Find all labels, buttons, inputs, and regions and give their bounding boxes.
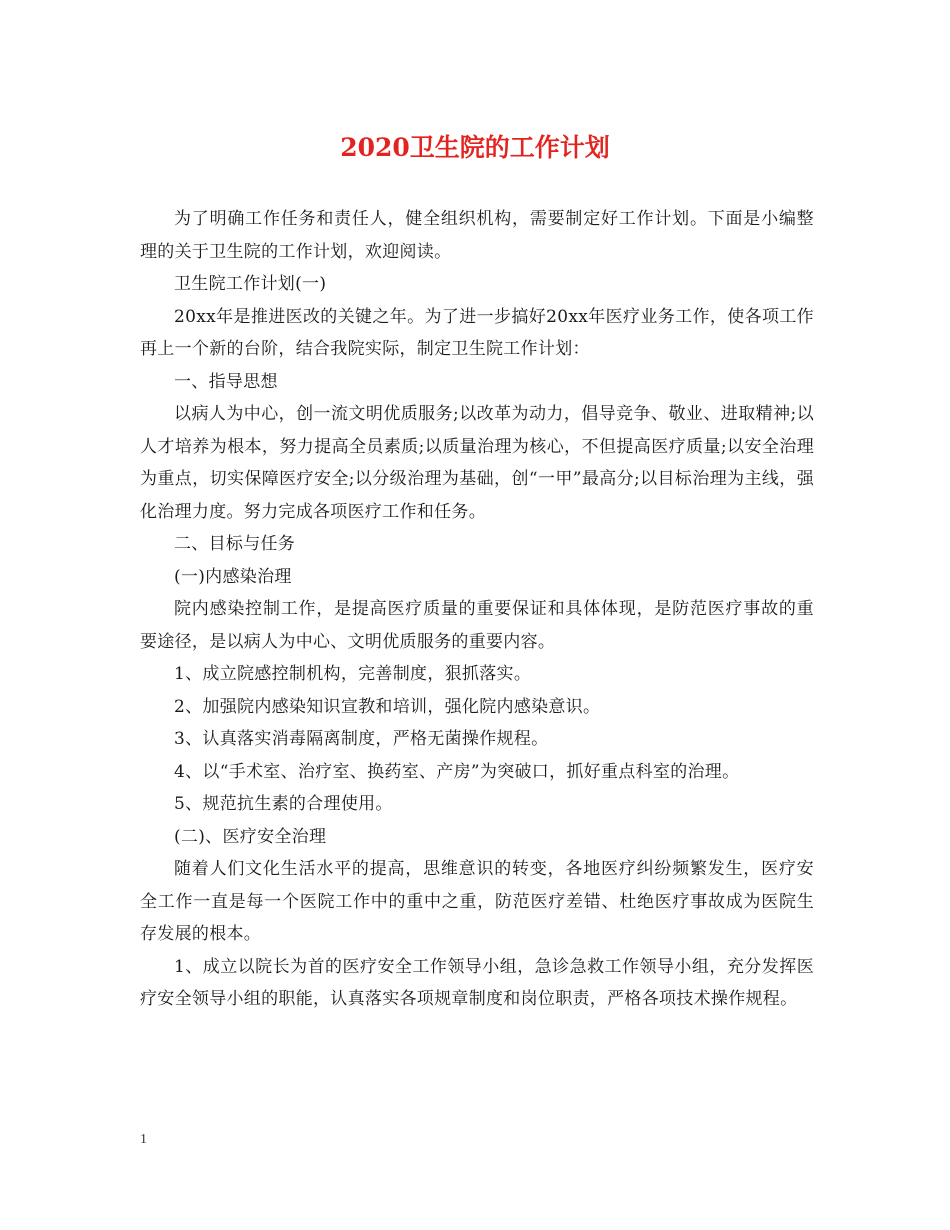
- document-body: [140, 203, 814, 1016]
- document-title: 2020卫生院的工作计划: [340, 133, 610, 162]
- section-heading-goals: 二、目标与任务: [174, 534, 296, 554]
- paragraph-guiding-thought: 以病人为中心，创一流文明优质服务;以改革为动力，倡导竞争、敬业、进取精神;以人才培养为根本，努力提高全员素质;以质量治理为核心，不但提高医疗质量;以安全治理为重点，切实保障医疗安全;以分级治理为基础，创“一甲”最高分;以目标治理为主线，强化治理力度。努力完成各项医疗工作和任务。: [140, 404, 814, 522]
- list-item: 1、成立院感控制机构，完善制度，狠抓落实。: [174, 664, 532, 684]
- section-heading-guiding-thought: 一、指导思想: [174, 371, 278, 392]
- list-item: 3、认真落实消毒隔离制度，严格无菌操作规程。: [174, 729, 549, 749]
- paragraph-background: 20xx年是推进医改的关键之年。为了进一步搞好20xx年医疗业务工作，使各项工作再上一个新的台阶，结合我院实际，制定卫生院工作计划：: [140, 306, 814, 359]
- list-item: 1、成立以院长为首的医疗安全工作领导小组，急诊急救工作领导小组，充分发挥医疗安全领导小组的职能，认真落实各项规章制度和岗位职责，严格各项技术操作规程。: [140, 956, 814, 1009]
- list-item: 2、加强院内感染知识宣教和培训，强化院内感染意识。: [174, 696, 601, 717]
- list-item: 4、以“手术室、治疗室、换药室、产房”为突破口，抓好重点科室的治理。: [174, 761, 740, 782]
- subsection-heading-safety: (二)、医疗安全治理: [174, 826, 327, 847]
- paragraph-intro: 为了明确工作任务和责任人，健全组织机构，需要制定好工作计划。下面是小编整理的关于卫生院的工作计划，欢迎阅读。: [140, 209, 814, 262]
- list-item: 5、规范抗生素的合理使用。: [174, 794, 393, 814]
- paragraph-infection: 院内感染控制工作，是提高医疗质量的重要保证和具体体现，是防范医疗事故的重要途径，是以病人为中心、文明优质服务的重要内容。: [140, 599, 814, 652]
- subsection-heading-infection: (一)内感染治理: [174, 566, 292, 587]
- page-number: 1: [140, 1132, 147, 1147]
- paragraph-plan-heading: 卫生院工作计划(一): [174, 274, 327, 294]
- paragraph-safety: 随着人们文化生活水平的提高，思维意识的转变，各地医疗纠纷频繁发生，医疗安全工作一直是每一个医院工作中的重中之重，防范医疗差错、杜绝医疗事故成为医院生存发展的根本。: [140, 859, 814, 944]
